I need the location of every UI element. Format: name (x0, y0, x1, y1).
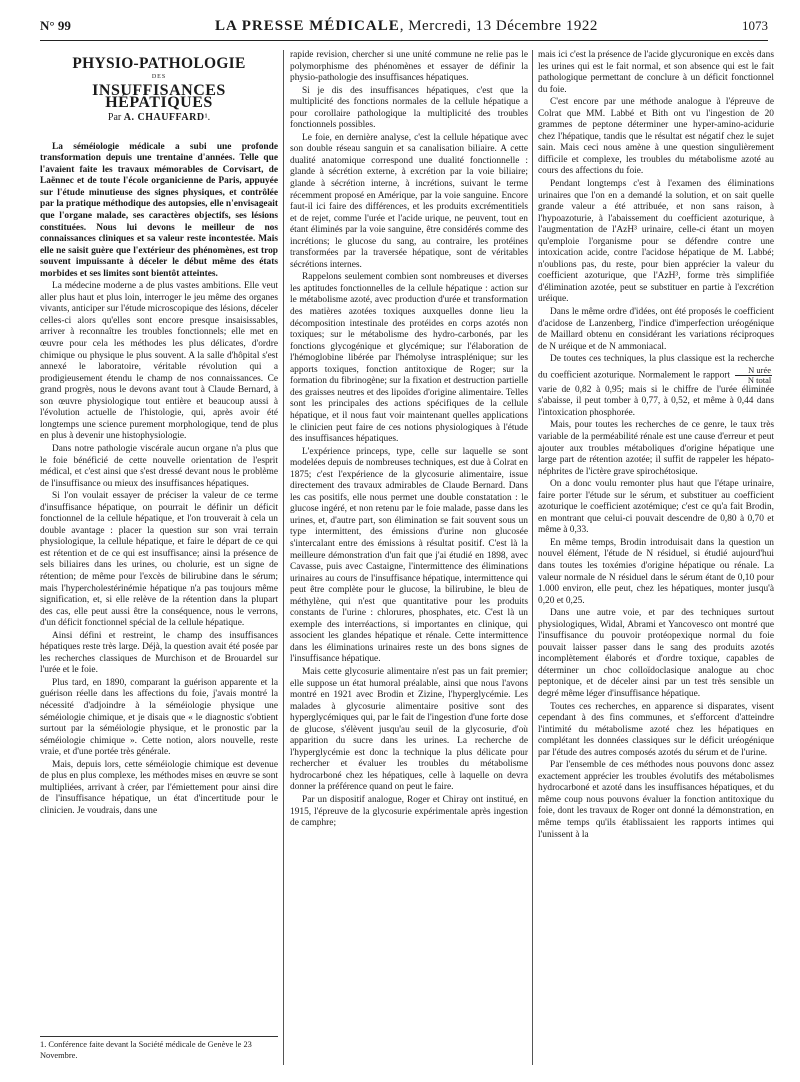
formula-lead-text: De toutes ces techniques, la plus classique est la recherche du coefficient azoturique. Normalement le rapport (538, 354, 774, 381)
paragraph: Mais, pour toutes les recherches de ce genre, le taux très variable de la perméabilité rénale est une cause d'erreur et peut ajouter aux troubles métaboliques d'origine hépatique une large part de rétention azotée; il suffit de rappeler les hépato-néphrites de l'ictère grave spirochétosique. (538, 420, 774, 477)
paragraph: Par l'ensemble de ces méthodes nous pouvons donc assez exactement apprécier les troubles évolutifs des métabolismes hydrocarboné et azoté dans les insuffisances hépatiques, et du même coup nous pouvons évaluer la fonction antitoxique du foie, dont les travaux de Roger ont donné la démonstration, en même temps qu'ils établissaient les rapports intimes qui l'unissent à la (538, 760, 774, 840)
paragraph: Dans notre pathologie viscérale aucun organe n'a plus que le foie bénéficié de cette nouvelle orientation de l'esprit médical, et c'est ainsi que s'est dressé devant nous le problème de l'insuffisance ou mieux des insuffisances hépatiques. (40, 443, 278, 489)
paragraph: Le foie, en dernière analyse, c'est la cellule hépatique avec son double réseau sanguin et sa canalisation biliaire. A cette dualité anatomique correspond une dualité fonctionnelle : glande à sécrétion externe, à excrétion par la voie biliaire; glande à sécrétion interne, à incrétions, suivant le terme récemment proposé en Amérique, par la voie sanguine. Encore faut-il ici faire des différences, et les produits excrémentitiels et de rejet, comme l'urée et l'acide urique, ne peuvent, tout en étant éliminés par la voie sanguine, être considérés comme des incrétions; le glucose du sang, au contraire, les protéines transformées par la traversée hépatique, sont de véritables sécrétions internes. (290, 132, 528, 270)
paragraph: mais ici c'est la présence de l'acide glycuronique en excès dans les urines qui est le fait normal, et son absence qui est le fait pathologique permettant de conclure à un déficit fonctionnel du foie. (538, 50, 774, 95)
journal-name: LA PRESSE MÉDICALE (215, 18, 400, 34)
paragraph: Toutes ces recherches, en apparence si disparates, visent cependant à des fins communes, et s'efforcent d'atteindre l'intimité du métabolisme azoté chez les hépatiques en complétant les données classiques sur le déficit uréogénique par l'étude des autres composés azotés du sérum et de l'urine. (538, 701, 774, 758)
footnote: 1. Conférence faite devant la Société médicale de Genève le 23 Novembre. (40, 1036, 278, 1061)
paragraph: Ainsi défini et restreint, le champ des insuffisances hépatiques reste très large. Déjà, la question avait été posée par les recherches classiques de Murchison et de Brouardel sur l'urée et le foie. (40, 630, 278, 676)
formula-denominator: N total (747, 374, 772, 385)
issue-number: N° 99 (40, 18, 71, 33)
paragraph: C'est encore par une méthode analogue à l'épreuve de Colrat que MM. Labbé et Bith ont vu l'ingestion de 20 grammes de peptone déterminer une hyper-amino-acidurie chez l'hépatique, tandis que le résultat est négatif chez le sujet sain. Mais ceci nous amène à une question singulièrement difficile et complexe, les troubles du métabolisme azoté au cours des affections du foie. (538, 97, 774, 177)
page-number: 1073 (741, 18, 768, 33)
author-prefix: Par (107, 112, 122, 124)
paragraph: Dans le même ordre d'idées, ont été proposés le coefficient d'acidose de Lanzenberg, l'indice d'imperfection uréogénique de Maillard obtenu en considérant les variations réciproques de N uréique et de N ammoniacal. (538, 307, 774, 352)
paragraph: Mais cette glycosurie alimentaire n'est pas un fait premier; elle suppose un état humoral préalable, ainsi que nous l'avons montré en 1921 avec Brodin et Zizine, l'hyperglycémie. Les malades à glycosurie alimentaire positive sont des hyperglycémiques qui, par le fait de l'ingestion d'une forte dose de glucose, s'élèvent jusqu'au seuil de la glycosurie, d'où apparition du sucre dans les urines. La recherche de l'hyperglycémie est donc la technique la plus délicate pour rechercher et évaluer les troubles du métabolisme hydrocarboné chez les hépatiques, celle à laquelle on devra donner la préférence quand on peut le faire. (290, 666, 528, 793)
column-1 (40, 50, 278, 1070)
paragraph: Mais, depuis lors, cette séméiologie chimique est devenue de plus en plus complexe, les méthodes mises en œuvre se sont multipliées, arrivant à créer, par l'émiettement pour ainsi dire de l'insuffisance hépatique, un état d'incertitude pour le clinicien. Je voudrais, dans une (40, 759, 278, 816)
paragraph: La séméiologie médicale a subi une profonde transformation depuis une trentaine d'années. Telle que l'avaient faite les travaux mémorables de Corvisart, de Laënnec et de toute l'école organicienne de Paris, appuyée sur l'étude minutieuse des signes physiques, et contrôlée par la pratique méthodique des autopsies, elle n'envisageait que l'organe malade, ses caractères objectifs, ses lésions constituées. Nous lui devons le meilleur de nos connaissances cliniques et sa valeur reste incontestée. Mais elle ne saisit guère que l'extérieur des phénomènes, est trop souvent impuissante à déceler le début même des états morbides et ses limites sont bientôt atteintes. (40, 141, 278, 279)
page-header (40, 18, 768, 41)
paragraph: Plus tard, en 1890, comparant la guérison apparente et la guérison réelle dans les affections du foie, j'avais montré la nécessité d'adjoindre à la séméiologie physique une séméiologie chimique, et je disais que « le diagnostic s'obtient surtout par la séméiologie physique, et le pronostic par la séméiologie chimique ». Cette notion, alors nouvelle, reste vraie, et d'une portée très générale. (40, 677, 278, 758)
paragraph: Rappelons seulement combien sont nombreuses et diverses les aptitudes fonctionnelles de la cellule hépatique : action sur le métabolisme azoté, avec production d'urée et transformation des matières azotées toxiques auxquelles donne lieu la décomposition intestinale des protéides en corps azotés non toxiques; sur le métabolisme des hydro-carbonés, par les fonctions glycogénique et glycémique; sur l'élaboration de l'hémoglobine libérée par l'hémolyse intrasplénique; sur les apports toxiques, fonction antitoxique de Roger; sur la formation du fibrinogène; sur la fixation et destruction partielle des graisses neutres et des lipoïdes d'origine alimentaire. Telles sont les principales des actions spécifiques de la cellule hépatique, et il nous faut voir maintenant quelles applications le clinicien peut faire de ces notions physiologiques à l'étude des insuffisances hépatiques. (290, 272, 528, 445)
column-2 (290, 50, 528, 1070)
formula-numerator: N urée (735, 366, 772, 376)
paragraph: Si l'on voulait essayer de préciser la valeur de ce terme d'insuffisance hépatique, on pourrait le définir un déficit fonctionnel de la cellule hépatique, et l'on trouverait à cela un double avantage : placer la question sur son vrai terrain physiologique, la cellule hépatique, et faire le départ de ce qui est rétention et de ce qui est insuffisance; ainsi la présence de sels biliaires dans les urines, ou cholurie, est un signe de rétention; de même pour l'excès de bilirubine dans le sérum; mais l'hypercholestérinémie hépatique n'a pas toujours même signification, et, si elle relève de la rétention dans la plupart des cas, elle peut aussi être la conséquence, nous le verrons, d'un déficit fonctionnel spécial de la cellule hépatique. (40, 491, 278, 629)
issue-date: , Mercredi, 13 Décembre 1922 (399, 18, 598, 34)
formula-trail-text: varie de 0,82 à 0,95; mais si le chiffre de l'urée éliminée s'abaisse, il peut tomber à 0,77, à 0,52, et même à 0,44 dans l'intoxication phosphorée. (538, 384, 774, 418)
journal-line (215, 18, 598, 35)
paragraph: On a donc voulu remonter plus haut que l'étape urinaire, faire porter l'étude sur le sérum, et substituer au coefficient azoturique le coefficient azotémique; c'est ce qu'a fait Brodin, en montrant que celui-ci pouvait descendre de 0,80 à 0,70 et même à 0,33. (538, 479, 774, 536)
author-line (40, 112, 278, 124)
column-3 (538, 50, 774, 1070)
paragraph: La médecine moderne a de plus vastes ambitions. Elle veut aller plus haut et plus loin, interroger le jeu même des organes vivants, anticiper sur l'étude microscopique des lésions, déceler celles-ci alors qu'elles sont encore presque insaisissables, arriver à reconnaître les troubles fonctionnels; elle met en œuvre pour cela les méthodes les plus délicates, d'ordre chimique ou physique le plus souvent. A la salle d'hôpital s'est annexé le laboratoire, véritable révolution qui a prodigieusement étendu le champ de nos connaissances. Ce grand progrès, nous le devons avant tout à Claude Bernard, à son œuvre physiologique tout entière et beaucoup aussi à l'évolution actuelle de l'histologie, qui, après avoir été longtemps une science purement morphologique, tend de plus en plus à devenir une histophysiologie. (40, 281, 278, 442)
paragraph: L'expérience princeps, type, celle sur laquelle se sont modelées depuis de nombreuses techniques, est due à Colrat en 1875; c'est l'expérience de la glycosurie alimentaire, issue directement des travaux admirables de Claude Bernard. Dans les cas positifs, elle nous permet une double constatation : le glucose ingéré, et non retenu par le foie malade, passe dans les urines, et, d'autre part, son élimination se fait souvent sous un type intermittent, des émissions d'urine non glucosée s'intercalant entre des émissions à résultat positif. C'est là la meilleure démonstration d'un fait que j'ai étudié en 1898, avec Cavasse, puis avec Castaigne, l'intermittence des éliminations urinaires au cours de l'insuffisance hépatique, intermittence qui peut être complète pour le glucose, la bilirubine, le bleu de méthylène, qui n'est que quantitative pour les produits constants de l'urine : chlorures, phosphates, etc. C'est là un exemple des interréactions, si importantes en clinique, qui associent les glandes hépatique et rénale. Cette intermittence dans les éliminations urinaires reste un des bons signes de l'insuffisance hépatique. (290, 446, 528, 665)
paragraph: Par un dispositif analogue, Roger et Chiray ont institué, en 1915, l'épreuve de la glycosurie expérimentale après ingestion de camphre; (290, 795, 528, 829)
column-divider (532, 50, 533, 1065)
paragraph: Pendant longtemps c'est à l'examen des éliminations urinaires que l'on en a demandé la solution, et on sait quelle grande valeur a été attribuée, et non sans raison, à l'hypoazoturie, à l'abaissement du coefficient azoturique, à l'augmentation de l'AzH³ urinaire, celle-ci étant un moyen qu'emploie l'organisme pour se défendre contre une intoxication acide, contre l'acidose hépatique de M. Labbé; n'oublions pas, du reste, pour bien apprécier la valeur du coefficient azoturique, que l'AzH³, forme très simplifiée d'élimination azotée, peut se substituer en partie à l'excrétion uréique. (538, 179, 774, 305)
author-footnote-ref: ¹. (204, 112, 211, 124)
article-title: PHYSIO-PATHOLOGIE (72, 55, 246, 72)
article-subtitle: INSUFFISANCES HÉPATIQUES (92, 82, 226, 111)
azoturic-ratio-formula (735, 366, 772, 385)
paragraph: Dans une autre voie, et par des techniques surtout physiologiques, Widal, Abrami et Yancovesco ont montré que l'insuffisance du pouvoir protéopexique normal du foie pouvait laisser passer dans le sang des produits azotés incomplètement élaborés et d'ordre toxique, capables de déterminer un choc colloïdoclasique analogue au choc peptonique, et de déceler ainsi par un test très sensible un degré même léger d'insuffisance hépatique. (538, 608, 774, 699)
column-divider (283, 50, 284, 1065)
paragraph: En même temps, Brodin introduisait dans la question un nouvel élément, l'étude de N résiduel, si étudié aujourd'hui dans toutes les toxémies d'origine hépatique ou rénale. La valeur normale de N résiduel dans le sérum étant de 0,10 pour 1.000 environ, elle peut, chez les hépatiques, monter jusqu'à 0,20 et 0,25. (538, 537, 774, 606)
author-name: A. CHAUFFARD (123, 112, 205, 124)
paragraph: rapide revision, chercher si une unité commune ne relie pas le polymorphisme des phénomènes et essayer de définir la physio-pathologie des insuffisances hépatiques. (290, 50, 528, 84)
article-title-connector: DES (151, 73, 167, 80)
paragraph: Si je dis des insuffisances hépatiques, c'est que la multiplicité des fonctions normales de la cellule hépatique a pour corollaire pathologique la multiplicité des troubles fonctionnels possibles. (290, 85, 528, 131)
paragraph-with-formula (538, 354, 774, 419)
